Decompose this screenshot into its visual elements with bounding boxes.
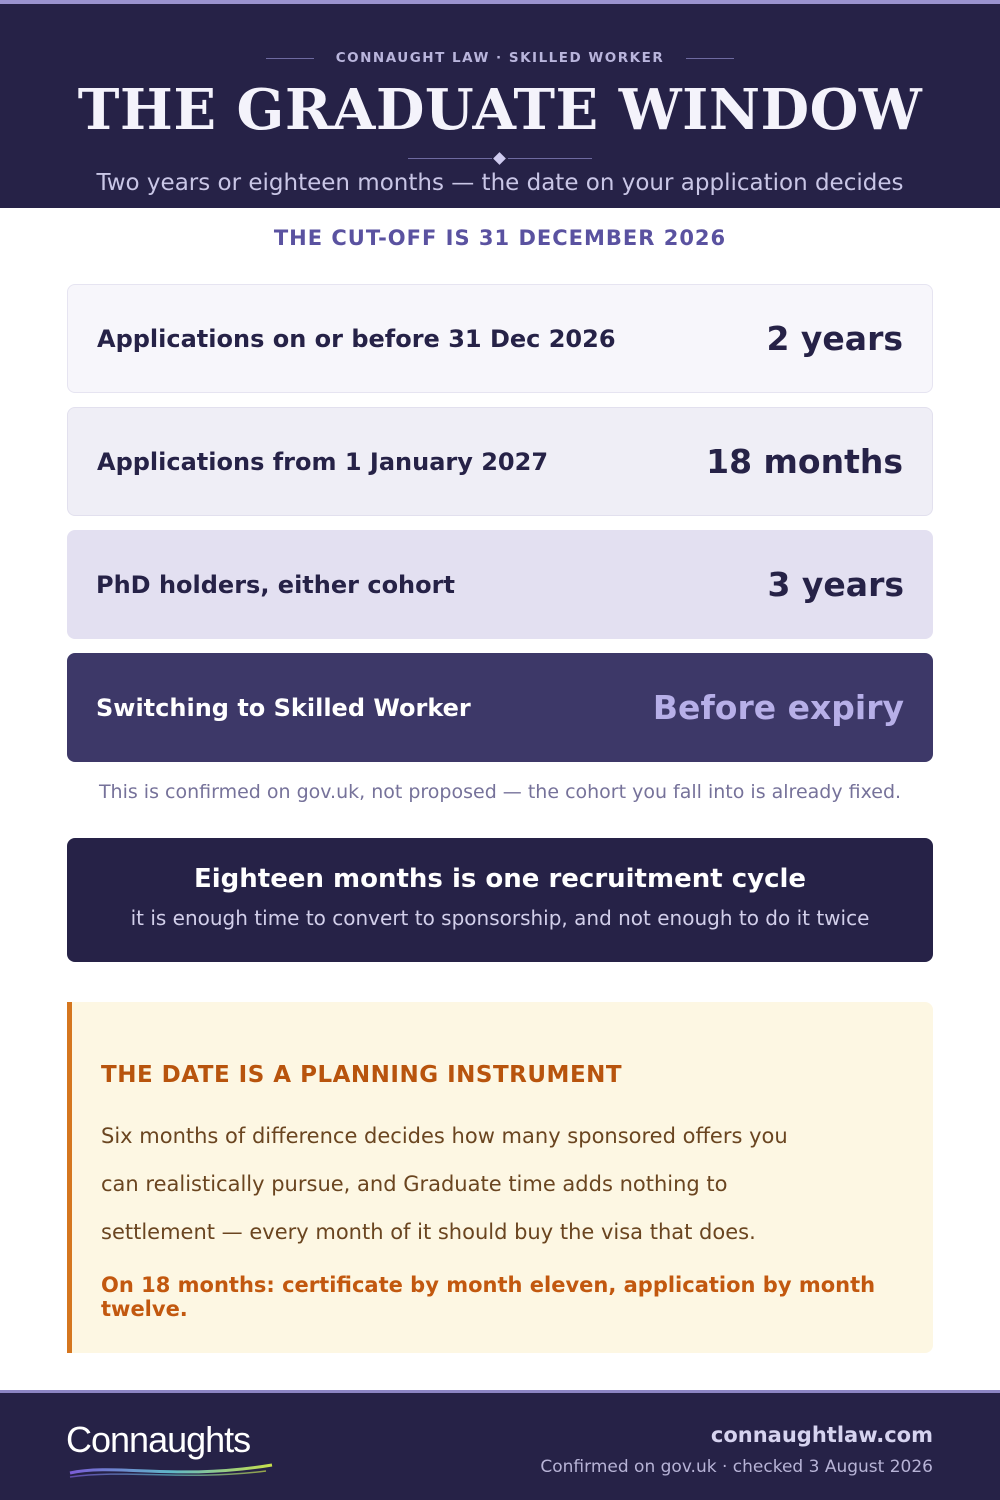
callout-line: settlement — every month of it should buy the visa that does. xyxy=(101,1220,756,1244)
cycle-title: Eighteen months is one recruitment cycle xyxy=(193,864,807,894)
rule-row-after-cutoff xyxy=(67,407,933,516)
rule-row-phd xyxy=(67,530,933,639)
planning-callout xyxy=(67,1002,933,1353)
logo-wordmark: Connaughts xyxy=(66,1419,251,1460)
rule-label: PhD holders, either cohort xyxy=(96,570,455,599)
divider xyxy=(266,58,314,59)
divider xyxy=(686,58,734,59)
confirmation-note: This is confirmed on gov.uk, not proposed — the cohort you fall into is already fixed. xyxy=(98,781,902,803)
footer xyxy=(0,1390,1000,1500)
rule-row-switching xyxy=(67,653,933,762)
callout-emphasis: On 18 months: certificate by month eleven, application by month twelve. xyxy=(101,1273,876,1321)
logo-swoosh-icon xyxy=(66,1459,276,1481)
callout-body xyxy=(101,1112,841,1256)
callout-heading: THE DATE IS A PLANNING INSTRUMENT xyxy=(101,1062,623,1088)
rule-value: 3 years xyxy=(767,565,904,604)
ornament-divider xyxy=(408,153,592,165)
header-banner xyxy=(0,0,1000,208)
page-subtitle: Two years or eighteen months — the date on your application decides xyxy=(96,170,904,196)
rule-value: 2 years xyxy=(766,319,903,358)
rule-label: Applications on or before 31 Dec 2026 xyxy=(97,324,616,353)
connaughts-logo xyxy=(66,1419,286,1479)
eyebrow-row xyxy=(0,50,1000,66)
cycle-subtitle: it is enough time to convert to sponsorship, and not enough to do it twice xyxy=(130,906,870,930)
diamond-icon xyxy=(493,152,506,165)
rule-value: Before expiry xyxy=(652,688,904,727)
callout-line: can realistically pursue, and Graduate time adds nothing to xyxy=(101,1172,728,1196)
checked-date: Confirmed on gov.uk · checked 3 August 2026 xyxy=(540,1457,933,1477)
page-title: THE GRADUATE WINDOW xyxy=(77,77,923,143)
rule-label: Applications from 1 January 2027 xyxy=(97,447,549,476)
eyebrow-text: CONNAUGHT LAW · SKILLED WORKER xyxy=(335,50,665,66)
rule-row-before-cutoff xyxy=(67,284,933,393)
rule-label: Switching to Skilled Worker xyxy=(96,693,471,722)
rule-value: 18 months xyxy=(706,442,903,481)
cutoff-heading: THE CUT-OFF IS 31 DECEMBER 2026 xyxy=(273,226,727,250)
cycle-banner xyxy=(67,838,933,962)
callout-line: Six months of difference decides how many sponsored offers you xyxy=(101,1124,788,1148)
website-link[interactable]: connaughtlaw.com xyxy=(710,1423,933,1447)
